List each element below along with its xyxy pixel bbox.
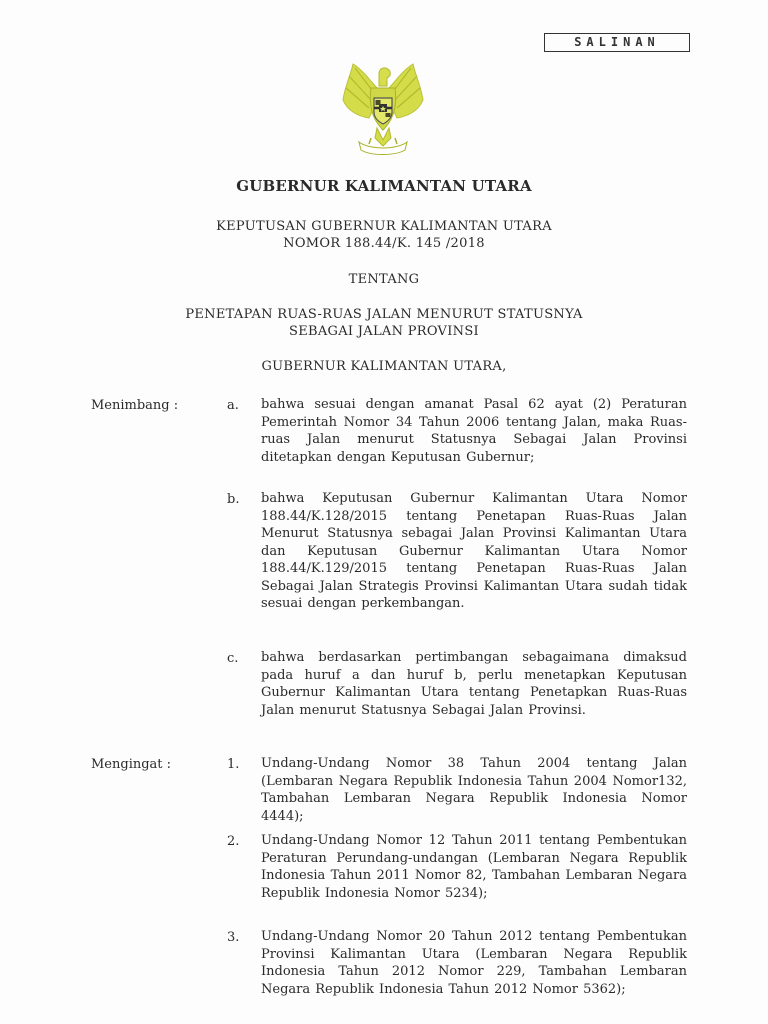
- menimbang-item-a: bahwa sesuai dengan amanat Pasal 62 ayat (2) Peraturan Pemerintah Nomor 34 Tahun 2006 tentang Jalan, maka Ruas-ruas Jalan menurut Statusnya Sebagai Jalan Provinsi ditetapkan dengan Keputusan Gubernur;: [261, 397, 687, 465]
- mengingat-item-2: Undang-Undang Nomor 12 Tahun 2011 tentang Pembentukan Peraturan Perundang-undangan (Lembaran Negara Republik Indonesia Tahun 2011 Nomor 82, Tambahan Lembaran Negara Republik Indonesia Nomor 5234);: [261, 833, 687, 901]
- signatory-heading: GUBERNUR KALIMANTAN UTARA,: [261, 359, 507, 374]
- decree-title: KEPUTUSAN GUBERNUR KALIMANTAN UTARA: [216, 219, 552, 234]
- menimbang-item-c: bahwa berdasarkan pertimbangan sebagaimana dimaksud pada huruf a dan huruf b, perlu menetapkan Keputusan Gubernur Kalimantan Utara tentang Penetapkan Ruas-Ruas Jalan menurut Statusnya Sebagai Jalan Provinsi.: [261, 650, 687, 718]
- menimbang-marker-a: a.: [227, 398, 239, 413]
- mengingat-label: Mengingat :: [91, 757, 172, 772]
- menimbang-label: Menimbang :: [91, 398, 179, 413]
- menimbang-marker-b: b.: [227, 492, 240, 507]
- issuer-heading: GUBERNUR KALIMANTAN UTARA: [236, 177, 532, 195]
- menimbang-item-b: bahwa Keputusan Gubernur Kalimantan Utara Nomor 188.44/K.128/2015 tentang Penetapan Ruas-Ruas Jalan Menurut Statusnya sebagai Jalan Provinsi Kalimantan Utara dan Keputusan Gubernur Kalimantan Utara Nomor 188.44/K.129/2015 tentang Penetapan Ruas-Ruas Jalan Sebagai Jalan Strategis Provinsi Kalimantan Utara sudah tidak sesuai dengan perkembangan.: [261, 491, 687, 611]
- mengingat-marker-2: 2.: [227, 834, 240, 849]
- menimbang-marker-c: c.: [227, 651, 239, 666]
- subject-line-1: PENETAPAN RUAS-RUAS JALAN MENURUT STATUSNYA: [185, 307, 583, 322]
- salinan-stamp: SALINAN: [544, 33, 690, 52]
- subject-line-2: SEBAGAI JALAN PROVINSI: [288, 324, 479, 339]
- about-label: TENTANG: [348, 272, 420, 287]
- garuda-emblem-icon: [335, 60, 431, 158]
- mengingat-item-1: Undang-Undang Nomor 38 Tahun 2004 tentang Jalan (Lembaran Negara Republik Indonesia Tahun 2004 Nomor132, Tambahan Lembaran Negara Republik Indonesia Nomor 4444);: [261, 756, 687, 824]
- mengingat-marker-1: 1.: [227, 757, 240, 772]
- mengingat-marker-3: 3.: [227, 930, 240, 945]
- decree-number: NOMOR 188.44/K. 145 /2018: [283, 236, 485, 251]
- mengingat-item-3: Undang-Undang Nomor 20 Tahun 2012 tentang Pembentukan Provinsi Kalimantan Utara (Lembaran Negara Republik Indonesia Tahun 2012 Nomor 229, Tambahan Lembaran Negara Republik Indonesia Tahun 2012 Nomor 5362);: [261, 929, 687, 997]
